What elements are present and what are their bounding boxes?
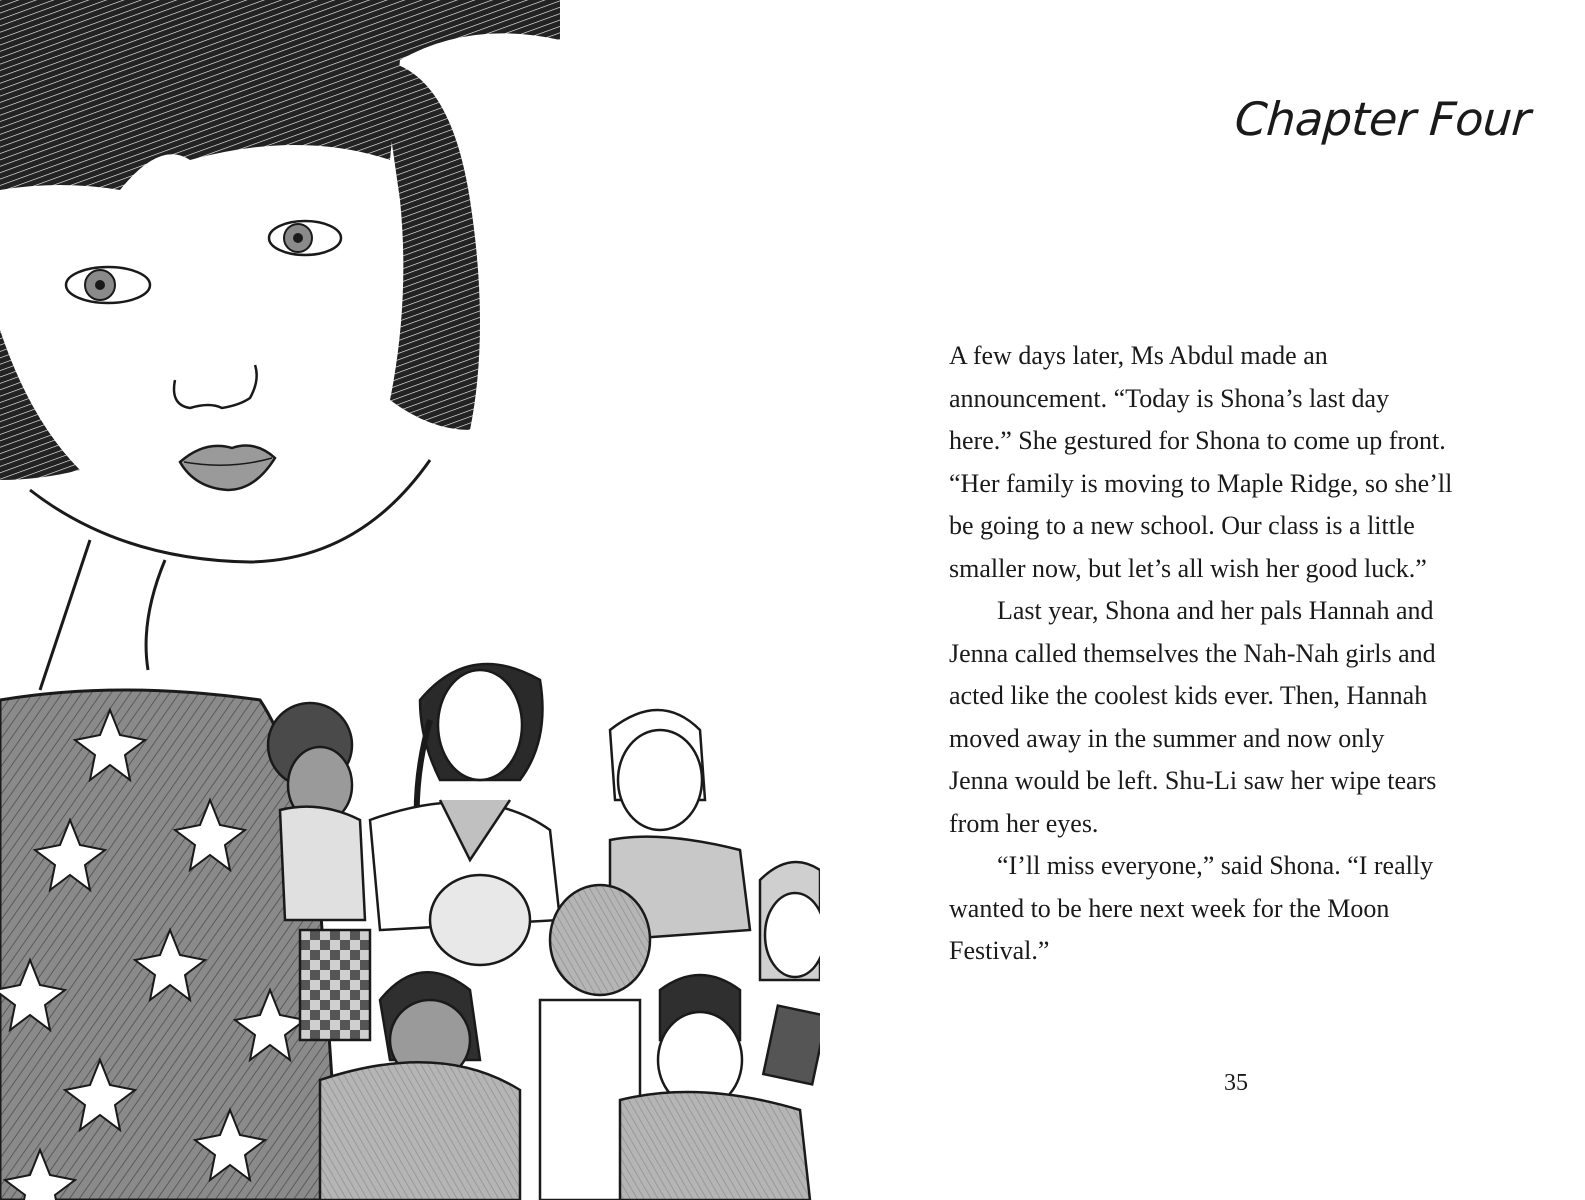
- text-line: A few days later, Ms Abdul made an: [949, 341, 1328, 370]
- text-line: smaller now, but let’s all wish her good luck.”: [949, 553, 1427, 583]
- text-line: wanted to be here next week for the Moon: [949, 893, 1390, 923]
- paragraph-3: [949, 845, 1539, 973]
- text-line: here.” She gestured for Shona to come up front.: [949, 426, 1446, 455]
- text-line: Jenna called themselves the Nah-Nah girls and: [949, 638, 1436, 668]
- text-line: “Her family is moving to Maple Ridge, so she’ll: [949, 468, 1453, 498]
- text-line: acted like the coolest kids ever. Then, Hannah: [949, 681, 1428, 710]
- text-line: from her eyes.: [949, 808, 1099, 838]
- text-line: moved away in the summer and now only: [949, 723, 1385, 753]
- text-line: Last year, Shona and her pals Hannah and: [997, 596, 1434, 625]
- text-line: Festival.”: [949, 936, 1050, 965]
- text-line: be going to a new school. Our class is a little: [949, 511, 1415, 540]
- page-number: 35: [1224, 1070, 1248, 1096]
- text-line: “I’ll miss everyone,” said Shona. “I really: [997, 851, 1434, 880]
- paragraph-2: [949, 590, 1539, 845]
- text-line: Jenna would be left. Shu-Li saw her wipe tears: [949, 766, 1437, 795]
- paragraph-1: [949, 335, 1539, 590]
- text-page: [820, 0, 1585, 1200]
- text-line: announcement. “Today is Shona’s last day: [949, 383, 1390, 413]
- body-text: [949, 335, 1539, 973]
- chapter-title: Chapter Four: [1232, 92, 1532, 146]
